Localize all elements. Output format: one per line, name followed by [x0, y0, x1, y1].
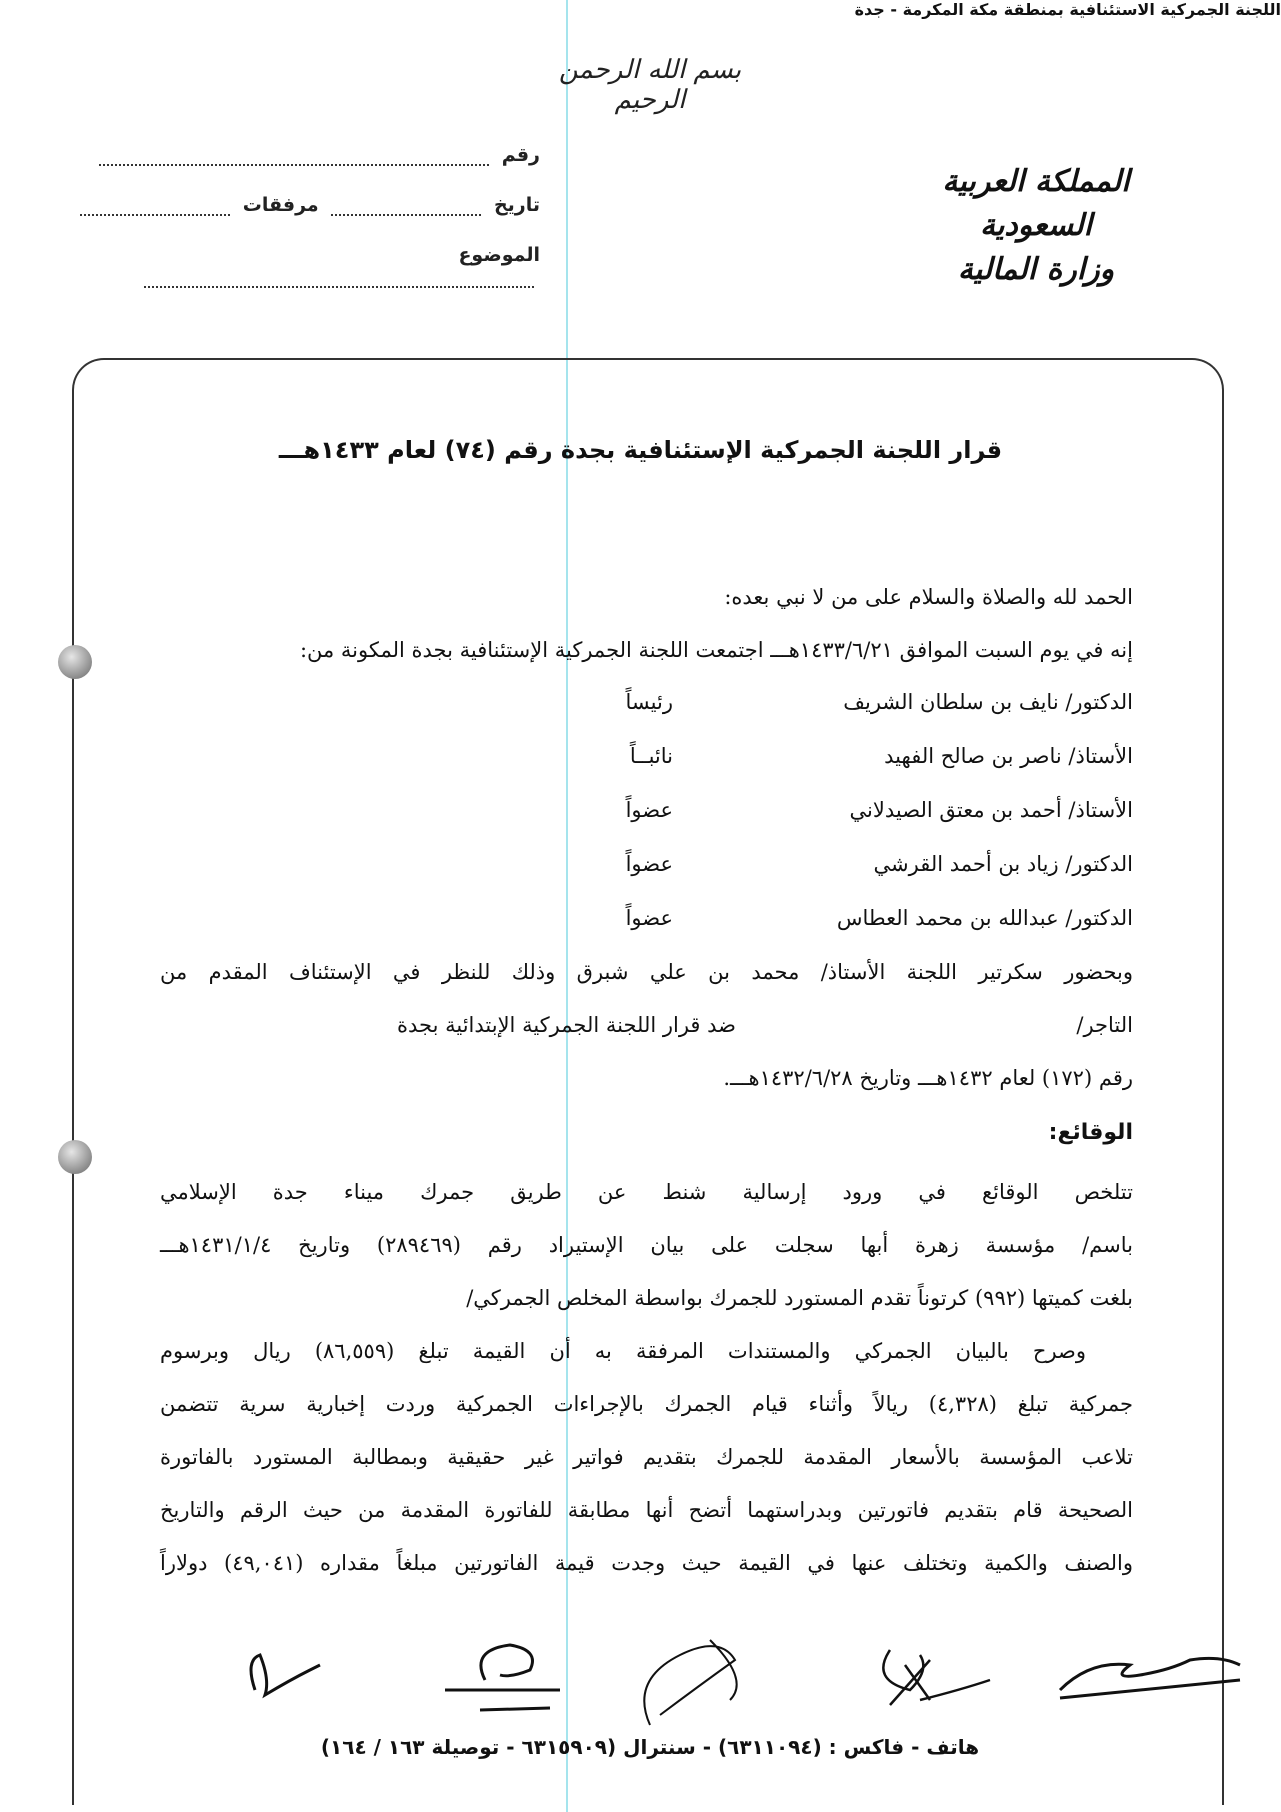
member-row	[433, 798, 1133, 830]
basmala: بسم الله الرحمن الرحيم	[558, 55, 742, 115]
date-row	[70, 194, 540, 224]
member-name: الدكتور/ زياد بن أحمد القرشي	[873, 852, 1133, 876]
facts-line: وصرح بالبيان الجمركي والمستندات المرفقة به أن القيمة تبلغ (٨٦,٥٥٩) ريال وبرسوم	[160, 1339, 1086, 1363]
member-role: عضواً	[625, 852, 673, 876]
number-label: رقم	[501, 144, 540, 166]
subject-row	[70, 244, 540, 274]
signature-2	[445, 1645, 560, 1710]
signature-5	[1060, 1658, 1240, 1698]
signature-3	[644, 1640, 736, 1725]
member-role: نائبــاً	[629, 744, 673, 768]
facts-line: باسم/ مؤسسة زهرة أبها سجلت على بيان الإستيراد رقم (٢٨٩٤٦٩) وتاريخ ١٤٣١/١/٤هـــ	[160, 1233, 1133, 1257]
ministry-name: وزارة المالية	[957, 252, 1115, 287]
presence-line: وبحضور سكرتير اللجنة الأستاذ/ محمد بن علي شبرق وذلك للنظر في الإستئناف المقدم من	[160, 960, 1133, 984]
facts-line: الصحيحة قام بتقديم فاتورتين وبدراستهما أتضح أنها مطابقة للفاتورة المقدمة من حيث الرقم والتاريخ	[160, 1498, 1133, 1522]
member-row	[433, 690, 1133, 722]
member-name: الأستاذ/ ناصر بن صالح الفهيد	[884, 744, 1133, 768]
attachments-field[interactable]	[80, 200, 230, 216]
merchant-label: التاجر/	[1076, 1013, 1133, 1037]
member-row	[433, 906, 1133, 938]
signatures	[230, 1620, 1250, 1730]
member-row	[433, 852, 1133, 884]
facts-heading: الوقائع:	[1048, 1120, 1133, 1145]
meeting-line: إنه في يوم السبت الموافق ١٤٣٣/٦/٢١هـــ اجتمعت اللجنة الجمركية الإستئنافية بجدة المكونة من:	[299, 638, 1133, 662]
member-role: رئيساً	[625, 690, 673, 714]
binder-hole-bottom	[58, 1140, 92, 1174]
facts-line: جمركية تبلغ (٤,٣٢٨) ريالاً وأثناء قيام الجمرك بالإجراءات الجمركية وردت إخبارية سرية تتضمن	[160, 1392, 1134, 1416]
number-field[interactable]	[99, 150, 489, 166]
against-decision: ضد قرار اللجنة الجمركية الإبتدائية بجدة	[397, 1013, 736, 1037]
facts-line: تتلخص الوقائع في ورود إرسالية شنط عن طريق جمرك ميناء جدة الإسلامي	[160, 1180, 1133, 1204]
ministry-logo	[886, 160, 1186, 292]
opening-line: الحمد لله والصلاة والسلام على من لا نبي بعده:	[724, 585, 1133, 609]
decision-title: قرار اللجنة الجمركية الإستئنافية بجدة رقم (٧٤) لعام ١٤٣٣هـــ	[278, 436, 1003, 464]
member-role: عضواً	[625, 798, 673, 822]
contact-footer: هاتف - فاكس : (٦٣١١٠٩٤) - سنترال (٦٣١٥٩٠٩ - توصيلة ١٦٣ / ١٦٤)	[320, 1735, 980, 1759]
facts-line: تلاعب المؤسسة بالأسعار المقدمة للجمرك بتقديم فواتير غير حقيقية وبمطالبة المستورد بالفاتورة	[160, 1445, 1133, 1469]
signature-1	[251, 1655, 320, 1695]
subject-label: الموضوع	[458, 244, 540, 266]
member-name: الدكتور/ عبدالله بن محمد العطاس	[836, 906, 1133, 930]
member-name: الأستاذ/ أحمد بن معتق الصيدلاني	[849, 798, 1133, 822]
date-label: تاريخ	[493, 194, 540, 216]
decision-reference: رقم (١٧٢) لعام ١٤٣٢هـــ وتاريخ ١٤٣٢/٦/٢٨هـــ.	[723, 1066, 1133, 1090]
attachments-label: مرفقات	[242, 194, 319, 216]
member-role: عضواً	[625, 906, 673, 930]
facts-line: والصنف والكمية وتختلف عنها في القيمة حيث وجدت قيمة الفاتورتين مبلغاً مقداره (٤٩,٠٤١) دولاراً	[160, 1551, 1133, 1575]
member-name: الدكتور/ نايف بن سلطان الشريف	[843, 690, 1133, 714]
committee-name: اللجنة الجمركية الاستئنافية بمنطقة مكة المكرمة - جدة	[854, 0, 1281, 19]
facts-line: بلغت كميتها (٩٩٢) كرتوناً تقدم المستورد للجمرك بواسطة المخلص الجمركي/	[466, 1286, 1133, 1310]
subject-field[interactable]	[144, 272, 534, 288]
signature-4	[883, 1650, 990, 1705]
date-field[interactable]	[331, 200, 481, 216]
binder-hole-top	[58, 645, 92, 679]
number-row	[70, 144, 540, 174]
member-row	[433, 744, 1133, 776]
kingdom-name: المملكة العربية السعودية	[942, 164, 1130, 243]
